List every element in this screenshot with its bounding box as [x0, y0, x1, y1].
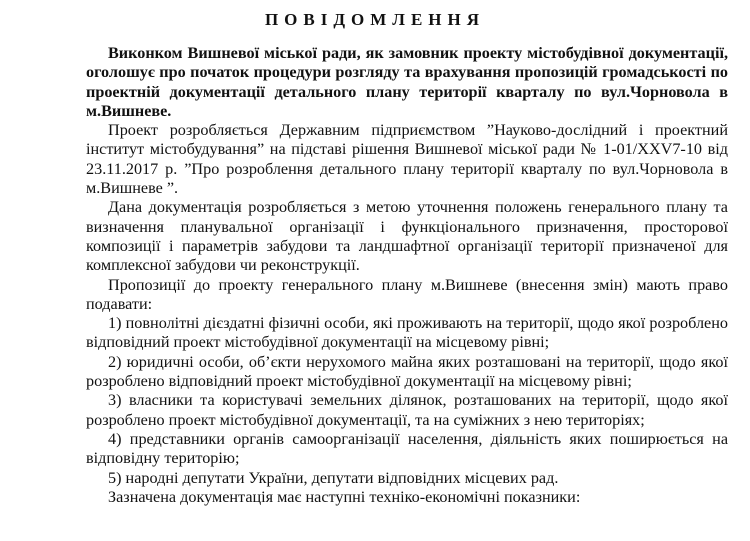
closing-paragraph: Зазначена документація має наступні техніко-економічні показники:: [108, 487, 581, 506]
list-item: 4) представники органів самоорганізації населення, діяльність яких поширюється на відповідну територію;: [86, 429, 728, 468]
paragraph-proposals: Пропозиції до проекту генерального плану м.Вишневе (внесення змін) мають право подавати:: [86, 275, 728, 313]
paragraph-project-developer: Проект розробляється Державним підприємством ”Науково-дослідний і проектний інститут містобудування” на підставі рішення Вишневої міської ради № 1-01/XXV7-10 від 23.11.2017 р. ”Про розроблення детального плану території кварталу по вул.Чорновола в м.Вишневе ”.: [86, 121, 728, 198]
document-title: ПОВІДОМЛЕННЯ: [264, 10, 486, 29]
list-item: 5) народні депутати України, депутати відповідних місцевих рад.: [108, 468, 559, 487]
list-item: 2) юридичні особи, об’єкти нерухомого майна яких розташовані на території, щодо якої розроблено відповідний проект містобудівної документації на місцевому рівні;: [86, 352, 728, 391]
paragraph-purpose: Дана документація розробляється з метою уточнення положень генерального плану та визначення планувальної організації і функціонального призначення, просторової композиції і параметрів забудови та ландшафтної організації території призначеної для комплексної забудови чи реконструкції.: [86, 198, 728, 275]
list-item: 3) власники та користувачі земельних ділянок, розташованих на території, щодо якої розроблено проект містобудівної документації, та на суміжних з нею територіях;: [86, 391, 728, 429]
intro-paragraph: Виконком Вишневої міської ради, як замовник проекту містобудівної документації, оголошує про початок процедури розгляду та врахування пропозицій громадськості по проектній документації детального плану території кварталу по вул.Чорновола в м.Вишневе.: [86, 44, 728, 120]
list-item: 1) повнолітні дієздатні фізичні особи, які проживають на території, щодо якої розроблено відповідний проект містобудівної документації на місцевому рівні;: [86, 314, 728, 352]
document-body: [86, 44, 728, 507]
